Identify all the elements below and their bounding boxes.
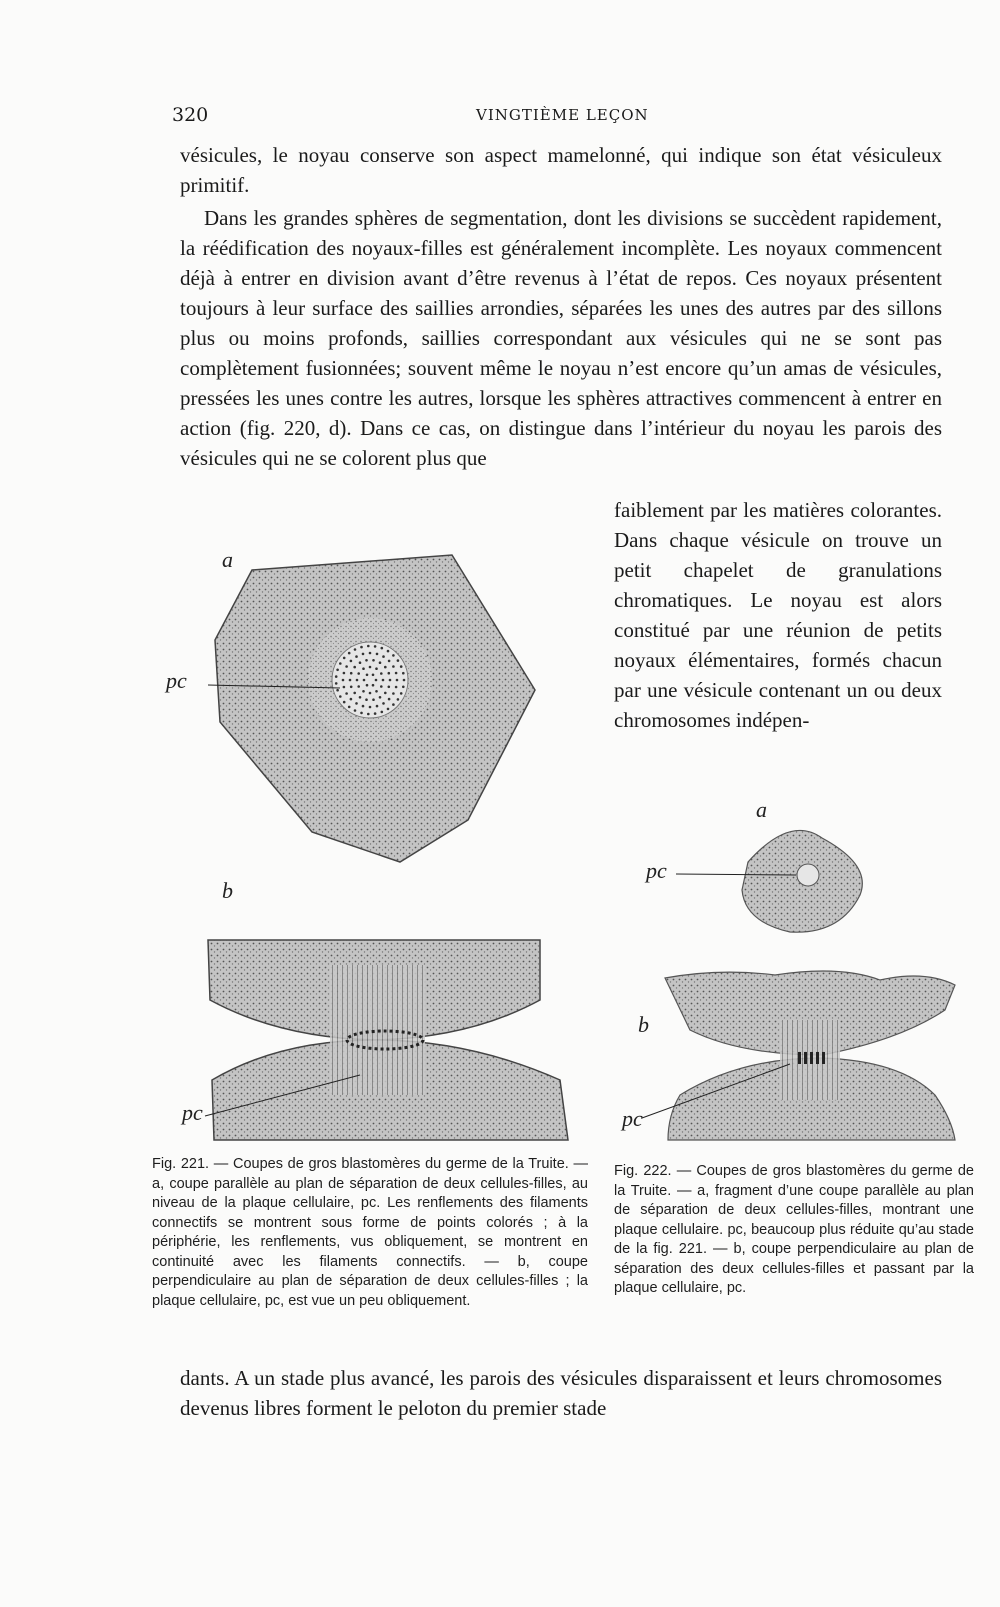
paragraph-3-text: faiblement par les matières colorantes. Dans chaque vésicule on trouve un petit chapelet de granulations chromatiques. Le noyau est alors constitué par une réunion de petits noyaux élémentaires, formés chacun par une vésicule contenant un ou deux chromosomes indépen-: [614, 498, 942, 732]
plate-point: [343, 686, 346, 689]
paragraph-1-text: vésicules, le noyau conserve son aspect mamelonné, qui indique son état vésiculeux primitif.: [180, 143, 942, 197]
plate-point: [359, 661, 362, 664]
plate-point: [353, 666, 356, 669]
plate-point: [336, 689, 339, 692]
fig222-a-plate: [797, 864, 819, 886]
plate-point: [374, 645, 377, 648]
plate-point: [376, 653, 379, 656]
plate-point: [397, 659, 400, 662]
plate-point: [382, 702, 385, 705]
plate-point: [339, 662, 342, 665]
plate-point: [400, 665, 403, 668]
plate-point: [362, 690, 365, 693]
running-title: VINGTIÈME LEÇON: [476, 106, 649, 124]
plate-point: [367, 713, 370, 716]
plate-point: [379, 661, 382, 664]
plate-point: [336, 669, 339, 672]
plate-point: [369, 652, 372, 655]
plate-point: [362, 705, 365, 708]
plate-point: [365, 698, 368, 701]
plate-point: [365, 659, 368, 662]
plate-point: [388, 698, 391, 701]
plate-point: [389, 679, 392, 682]
plate-point: [350, 686, 353, 689]
page-number: 320: [172, 104, 209, 126]
plate-point: [350, 698, 353, 701]
plate-point: [392, 692, 395, 695]
plate-point: [362, 653, 365, 656]
plate-point: [379, 696, 382, 699]
plate-point: [360, 646, 363, 649]
paragraph-2-text: Dans les grandes sphères de segmentation, dont les divisions se succèdent rapidement, la réédification des noyaux-filles est généralement incomplète. Les noyaux commencent déjà à entrer en division avant d’être revenus à l’état de repos. Ces noyaux présentent toujours à leur surface des saillies arrondies, séparées les unes des autres par des sillons plus ou moins profonds, saillies correspondant aux vésicules qui ne se sont pas complètement fusionnées; souvent même le noyau n’est encore qu’un amas de vésicules, pressées les unes contre les autres, lorsque les sphères attractives commencent à entrer en action (fig. 220, d). Dans ce cas, on distingue dans l’intérieur du noyau les parois des vésicules qui ne se colorent plus que: [180, 206, 942, 470]
plate-point: [375, 690, 378, 693]
plate-point: [403, 679, 406, 682]
fig222-label-pc-bottom: pc: [622, 1106, 643, 1131]
fig222-label-b: b: [638, 1012, 649, 1037]
plate-point: [376, 705, 379, 708]
plate-point: [367, 645, 370, 648]
plate-point: [354, 709, 357, 712]
fig221-label-pc-top: pc: [166, 668, 187, 693]
plate-point: [355, 702, 358, 705]
plate-point: [402, 672, 405, 675]
plate-point: [382, 655, 385, 658]
plate-point: [354, 648, 357, 651]
paragraph-4-text: dants. A un stade plus avancé, les parois des vésicules disparaissent et leurs chromosomes devenus libres forment le peloton du premier stade: [180, 1366, 942, 1420]
plate-point: [348, 706, 351, 709]
plate-point: [375, 667, 378, 670]
fig222-label-pc-top: pc: [646, 858, 667, 883]
plate-point: [350, 672, 353, 675]
plate-point: [348, 652, 351, 655]
fig221-a-drawing: [208, 555, 535, 862]
plate-point: [357, 685, 360, 688]
plate-point: [384, 666, 387, 669]
plate-point: [343, 657, 346, 660]
plate-point: [369, 666, 372, 669]
plate-point: [380, 672, 383, 675]
plate-point: [366, 674, 369, 677]
plate-point: [381, 647, 384, 650]
plate-point: [372, 684, 375, 687]
fig222-caption: Fig. 222. — Coupes de gros blastomères du germe de la Truite. — a, fragment d’une coupe parallèle au plan de séparation de deux cellules-filles, montrant une plaque cellulaire. pc, beaucoup plus réduite qu’au stade de la fig. 221. — b, coupe perpendiculaire au plan de séparation des deux cellules-filles et passant par la plaque cellulaire, pc.: [614, 1163, 974, 1296]
plate-point: [345, 692, 348, 695]
plate-point: [388, 660, 391, 663]
plate-point: [380, 685, 383, 688]
plate-point: [355, 655, 358, 658]
plate-point: [345, 665, 348, 668]
plate-point: [356, 679, 359, 682]
plate-point: [335, 675, 338, 678]
fig222-a-drawing: [676, 830, 862, 932]
plate-point: [392, 665, 395, 668]
fig221-b-drawing: [205, 940, 568, 1140]
plate-point: [397, 698, 400, 701]
plate-point: [362, 667, 365, 670]
plate-point: [388, 686, 391, 689]
plate-point: [395, 672, 398, 675]
plate-point: [387, 708, 390, 711]
plate-point: [372, 659, 375, 662]
plate-point: [396, 679, 399, 682]
plate-point: [363, 679, 366, 682]
fig222-b-drawing: [642, 971, 955, 1140]
plate-point: [372, 698, 375, 701]
plate-point: [343, 701, 346, 704]
plate-point: [357, 672, 360, 675]
plate-point: [392, 654, 395, 657]
plate-point: [349, 679, 352, 682]
plate-point: [400, 692, 403, 695]
plate-point: [343, 672, 346, 675]
plate-point: [375, 679, 378, 682]
plate-point: [387, 650, 390, 653]
plate-point: [381, 711, 384, 714]
fig221-label-pc-bottom: pc: [182, 1100, 203, 1125]
plate-point: [369, 706, 372, 709]
plate-point: [366, 684, 369, 687]
fig221-caption: Fig. 221. — Coupes de gros blastomères du germe de la Truite. — a, coupe parallèle au plan de séparation de deux cellules-filles, au niveau de la plaque cellulaire, pc. Les renflements des filaments connectifs se montrent sous forme de points colorés ; à la périphérie, les renflements, vus obliquement, se montrent en continuité avec les filaments connectifs. — b, coupe perpendiculaire au plan de séparation de deux cellules-filles ; la plaque cellulaire, pc, est vue un peu obliquement.: [152, 1156, 588, 1309]
plate-point: [374, 712, 377, 715]
plate-point: [335, 682, 338, 685]
plate-point: [402, 686, 405, 689]
plate-point: [395, 686, 398, 689]
fig222-label-a: a: [756, 797, 767, 822]
plate-point: [339, 695, 342, 698]
fig221-label-a: a: [222, 547, 233, 572]
plate-point: [388, 672, 391, 675]
fig221-b-spindle: [330, 965, 425, 1095]
plate-point: [359, 696, 362, 699]
plate-point: [353, 692, 356, 695]
plate-point: [360, 712, 363, 715]
plate-point: [342, 679, 345, 682]
plate-point: [384, 692, 387, 695]
plate-point: [372, 674, 375, 677]
plate-point: [369, 692, 372, 695]
plate-point: [382, 679, 385, 682]
fig221-label-b: b: [222, 878, 233, 903]
plate-point: [392, 703, 395, 706]
plate-point: [350, 660, 353, 663]
